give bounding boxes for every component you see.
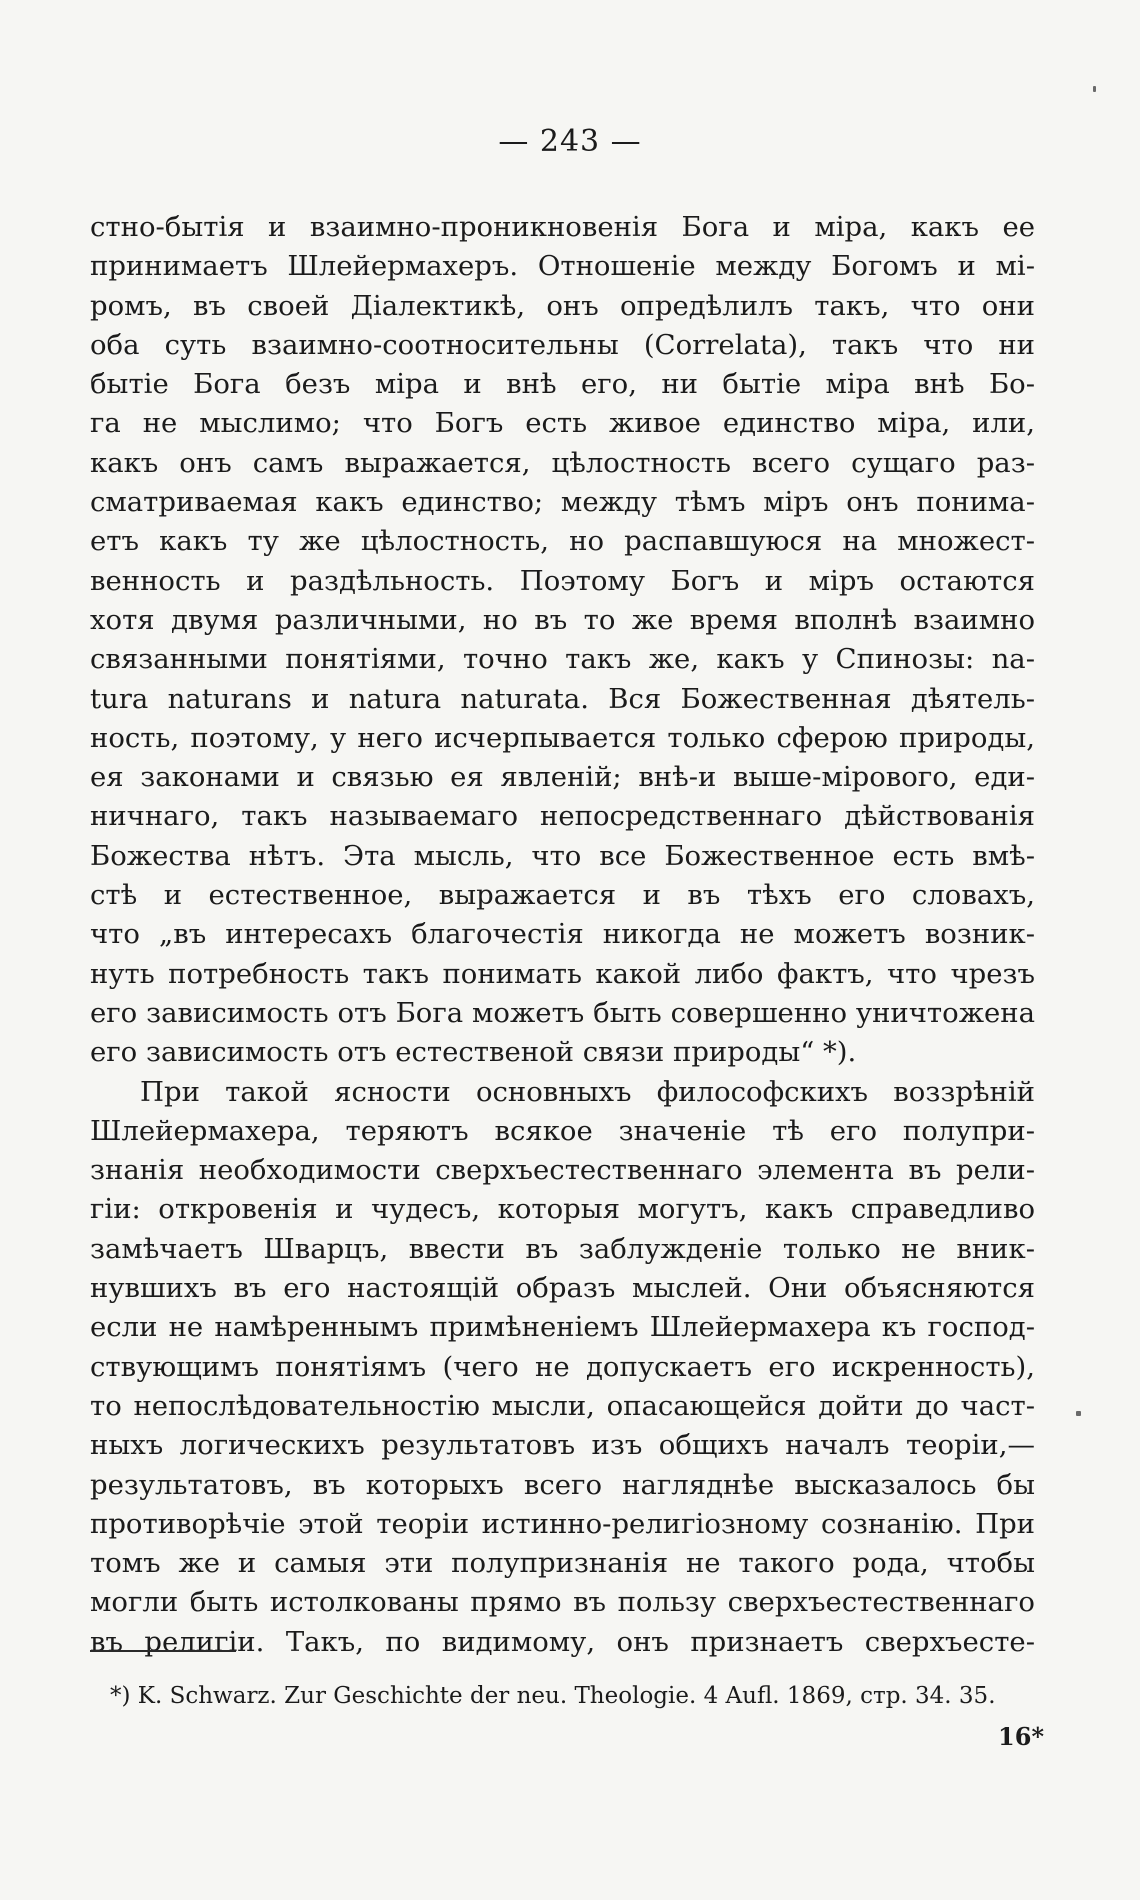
body-text	[90, 208, 1035, 1662]
text-line: то непослѣдовательностію мысли, опасающейся дойти до част-	[90, 1389, 1035, 1422]
text-line: что „въ интересахъ благочестія никогда не можетъ возник-	[90, 918, 1035, 951]
text-line: принимаетъ Шлейермахеръ. Отношеніе между Богомъ и мі-	[90, 250, 1035, 283]
text-line: его зависимость отъ естественой связи природы“ *).	[90, 1036, 857, 1069]
text-line: При такой ясности основныхъ философскихъ воззрѣній	[140, 1075, 1035, 1108]
text-line: ность, поэтому, у него исчерпывается только сферою природы,	[90, 721, 1035, 754]
text-line: въ религіи. Такъ, по видимому, онъ признаетъ сверхъесте-	[90, 1625, 1035, 1658]
text-line: га не мыслимо; что Богъ есть живое единство міра, или,	[90, 407, 1035, 440]
text-line: ромъ, въ своей Діалектикѣ, онъ опредѣлилъ такъ, что они	[90, 289, 1035, 322]
text-line: ея законами и связью ея явленій; внѣ-и выше-мірового, еди-	[90, 761, 1035, 794]
text-line: связанными понятіями, точно такъ же, какъ у Спинозы: na-	[90, 643, 1035, 676]
text-line: могли быть истолкованы прямо въ пользу сверхъестественнаго	[90, 1586, 1035, 1619]
text-line: гіи: откровенія и чудесъ, которыя могутъ, какъ справедливо	[90, 1193, 1035, 1226]
text-line: какъ онъ самъ выражается, цѣлостность всего сущаго раз-	[90, 446, 1035, 479]
text-line: нуть потребность такъ понимать какой либо фактъ, что чрезъ	[90, 957, 1035, 990]
text-line: противорѣчіе этой теоріи истинно-религіозному сознанію. При	[90, 1507, 1035, 1540]
text-line: ствующимъ понятіямъ (чего не допускаетъ его искренность),	[90, 1350, 1035, 1383]
text-line: оба суть взаимно-соотносительны (Correlata), такъ что ни	[90, 328, 1035, 361]
text-line: томъ же и самыя эти полупризнанія не такого рода, чтобы	[90, 1547, 1035, 1580]
text-line: венность и раздѣльность. Поэтому Богъ и міръ остаются	[90, 564, 1035, 597]
text-line: стно-бытія и взаимно-проникновенія Бога и міра, какъ ее	[90, 211, 1035, 243]
text-line: Божества нѣтъ. Эта мысль, что все Божественное есть вмѣ-	[90, 839, 1035, 872]
text-line: стѣ и естественное, выражается и въ тѣхъ его словахъ,	[90, 879, 1035, 912]
signature-mark: 16*	[998, 1722, 1044, 1751]
page-number: — 243 —	[498, 124, 642, 159]
footnote: *) K. Schwarz. Zur Geschichte der neu. Theologie. 4 Aufl. 1869, стр. 34. 35.	[110, 1683, 996, 1709]
text-line: нувшихъ въ его настоящій образъ мыслей. Они объясняются	[90, 1272, 1035, 1305]
footnote-divider	[90, 1650, 236, 1652]
text-line: хотя двумя различными, но въ то же время вполнѣ взаимно	[90, 603, 1035, 636]
text-line: ничнаго, такъ называемаго непосредственнаго дѣйствованія	[90, 800, 1035, 833]
text-line: если не намѣреннымъ примѣненіемъ Шлейермахера къ господ-	[90, 1311, 1035, 1344]
print-speck	[1076, 1411, 1081, 1416]
text-line: Шлейермахера, теряютъ всякое значеніе тѣ его полупри-	[90, 1114, 1035, 1147]
text-line: tura naturans и natura naturata. Вся Божественная дѣятель-	[90, 682, 1035, 715]
text-line: его зависимость отъ Бога можетъ быть совершенно уничтожена	[90, 996, 1035, 1029]
text-line: результатовъ, въ которыхъ всего нагляднѣе высказалось бы	[90, 1468, 1035, 1501]
text-line: замѣчаетъ Шварцъ, ввести въ заблужденіе только не вник-	[90, 1232, 1035, 1265]
text-line: знанія необходимости сверхъестественнаго элемента въ рели-	[90, 1154, 1035, 1187]
text-line: сматриваемая какъ единство; между тѣмъ міръ онъ понима-	[90, 486, 1035, 519]
text-line: ныхъ логическихъ результатовъ изъ общихъ началъ теоріи,—	[90, 1429, 1035, 1462]
text-line: бытіе Бога безъ міра и внѣ его, ни бытіе міра внѣ Бо-	[90, 368, 1035, 401]
print-speck	[1093, 86, 1096, 92]
text-line: етъ какъ ту же цѣлостность, но распавшуюся на множест-	[90, 525, 1035, 558]
